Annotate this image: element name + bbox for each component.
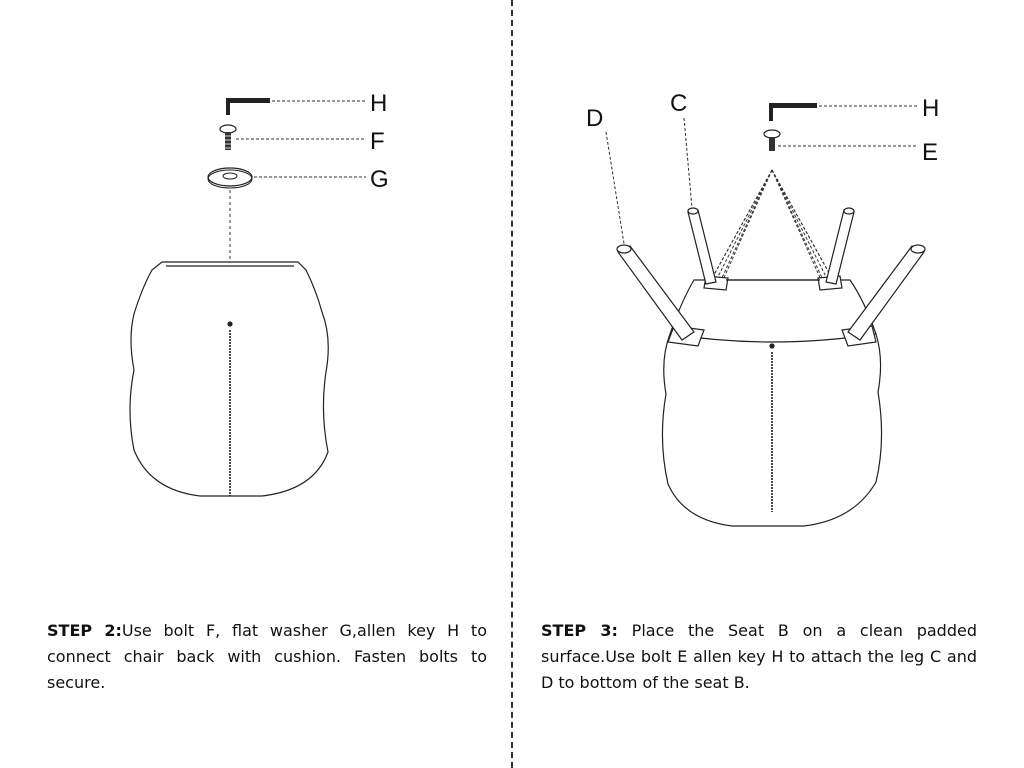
step3-label: STEP 3:	[541, 621, 618, 640]
step3-body: Place the Seat B on a clean padded surface.Use bolt E allen key H to attach the leg C and D to bottom of the seat B.	[541, 621, 977, 692]
bolt-e-icon	[764, 130, 780, 151]
leg-c-right-icon	[826, 208, 854, 284]
callout-g: G	[370, 166, 389, 193]
step3-instructions	[541, 618, 977, 696]
callout-h-left: H	[370, 90, 388, 117]
callout-d: D	[586, 105, 604, 132]
leg-d-right-icon	[848, 245, 925, 340]
leg-c-left-icon	[688, 208, 716, 284]
callout-e: E	[922, 139, 939, 166]
chair-back-cushion-icon	[130, 262, 328, 496]
callout-h-right: H	[922, 95, 940, 122]
callout-c: C	[670, 90, 688, 117]
allen-key-h-icon	[226, 98, 270, 115]
step3-diagram	[514, 0, 1024, 560]
washer-g-icon	[208, 168, 252, 188]
step2-body: Use bolt F, flat washer G,allen key H to connect chair back with cushion. Fasten bolts to secure.	[47, 621, 487, 692]
step2-instructions	[47, 618, 487, 696]
allen-key-h-icon-right	[769, 103, 817, 121]
seat-b-icon	[662, 280, 881, 526]
step2-label: STEP 2:	[47, 621, 122, 640]
center-divider	[511, 0, 513, 768]
step2-diagram	[0, 0, 510, 560]
leg-d-left-icon	[617, 245, 694, 340]
bolt-f-icon	[220, 125, 236, 150]
callout-f: F	[370, 128, 385, 155]
